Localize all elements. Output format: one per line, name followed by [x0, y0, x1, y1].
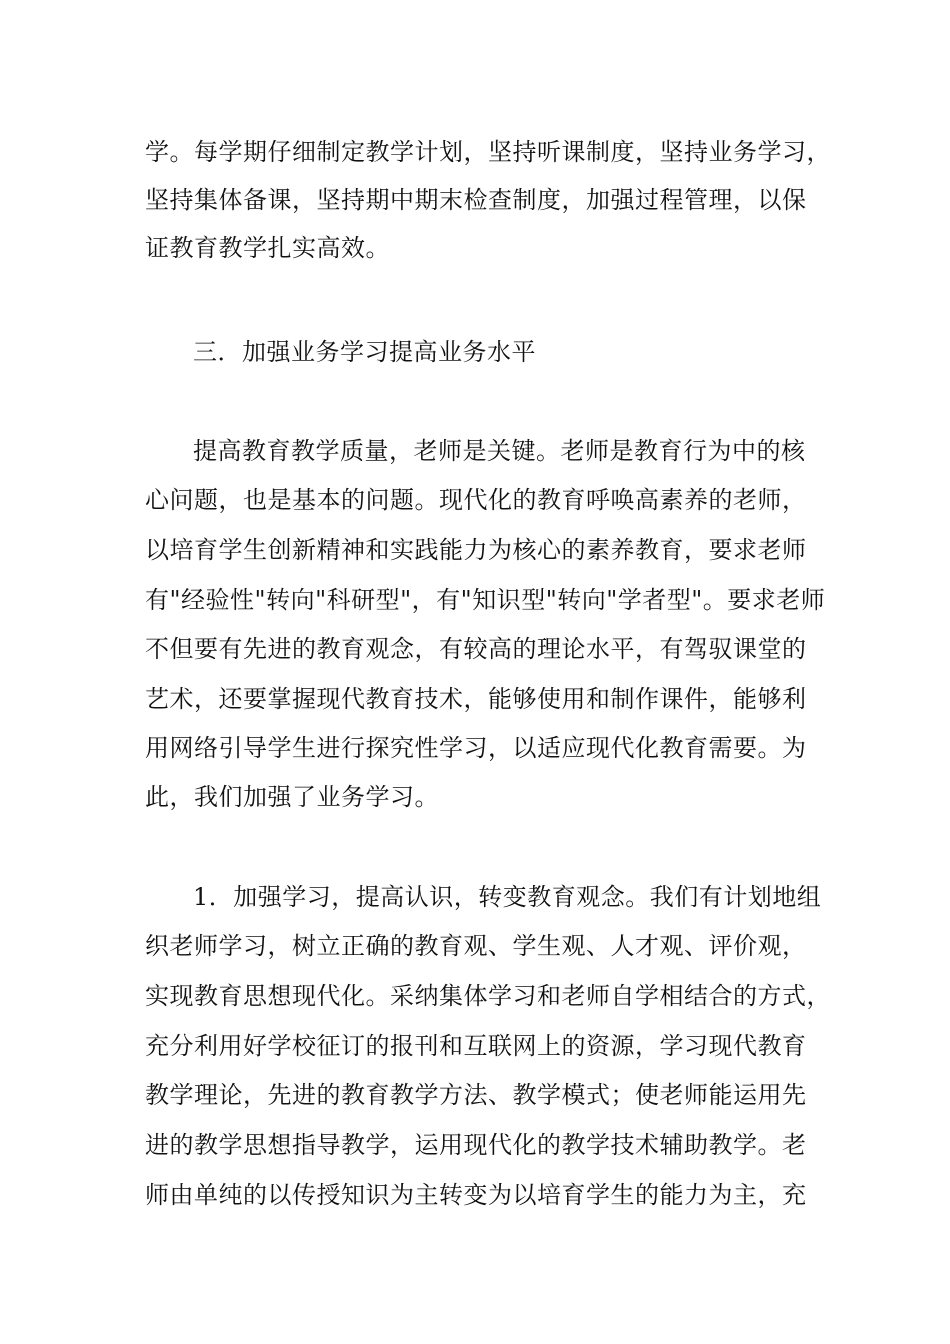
paragraph-3-line-5: 教学理论，先进的教育教学方法、教学模式；使老师能运用先: [145, 1081, 807, 1109]
paragraph-2-line-2: 心问题，也是基本的问题。现代化的教育呼唤高素养的老师，: [145, 486, 807, 514]
paragraph-3-line-2: 织老师学习，树立正确的教育观、学生观、人才观、评价观，: [145, 932, 807, 960]
paragraph-2-line-6: 艺术，还要掌握现代教育技术，能够使用和制作课件，能够利: [145, 685, 807, 713]
paragraph-3-line-3: 实现教育思想现代化。采纳集体学习和老师自学相结合的方式，: [145, 982, 831, 1010]
paragraph-2-line-7: 用网络引导学生进行探究性学习，以适应现代化教育需要。为: [145, 734, 807, 762]
paragraph-3-line-6: 进的教学思想指导教学，运用现代化的教学技术辅助教学。老: [145, 1131, 807, 1159]
paragraph-2-line-4: 有"经验性"转向"科研型"，有"知识型"转向"学者型"。要求老师: [145, 586, 826, 614]
paragraph-1-line-1: 学。每学期仔细制定教学计划，坚持听课制度，坚持业务学习，: [145, 138, 831, 166]
paragraph-2-line-8: 此，我们加强了业务学习。: [145, 783, 439, 811]
paragraph-1-line-3: 证教育教学扎实高效。: [145, 234, 390, 262]
paragraph-3-line-7: 师由单纯的以传授知识为主转变为以培育学生的能力为主，充: [145, 1181, 807, 1209]
section-heading: 三．加强业务学习提高业务水平: [193, 338, 536, 366]
paragraph-2-line-3: 以培育学生创新精神和实践能力为核心的素养教育，要求老师: [145, 536, 807, 564]
paragraph-2-line-1: 提高教育教学质量，老师是关键。老师是教育行为中的核: [193, 437, 806, 465]
paragraph-2-line-5: 不但要有先进的教育观念，有较高的理论水平，有驾驭课堂的: [145, 635, 807, 663]
paragraph-1-line-2: 坚持集体备课，坚持期中期末检查制度，加强过程管理，以保: [145, 186, 807, 214]
paragraph-3-line-4: 充分利用好学校征订的报刊和互联网上的资源，学习现代教育: [145, 1032, 807, 1060]
paragraph-3-line-1: 1．加强学习，提高认识，转变教育观念。我们有计划地组: [193, 883, 822, 911]
